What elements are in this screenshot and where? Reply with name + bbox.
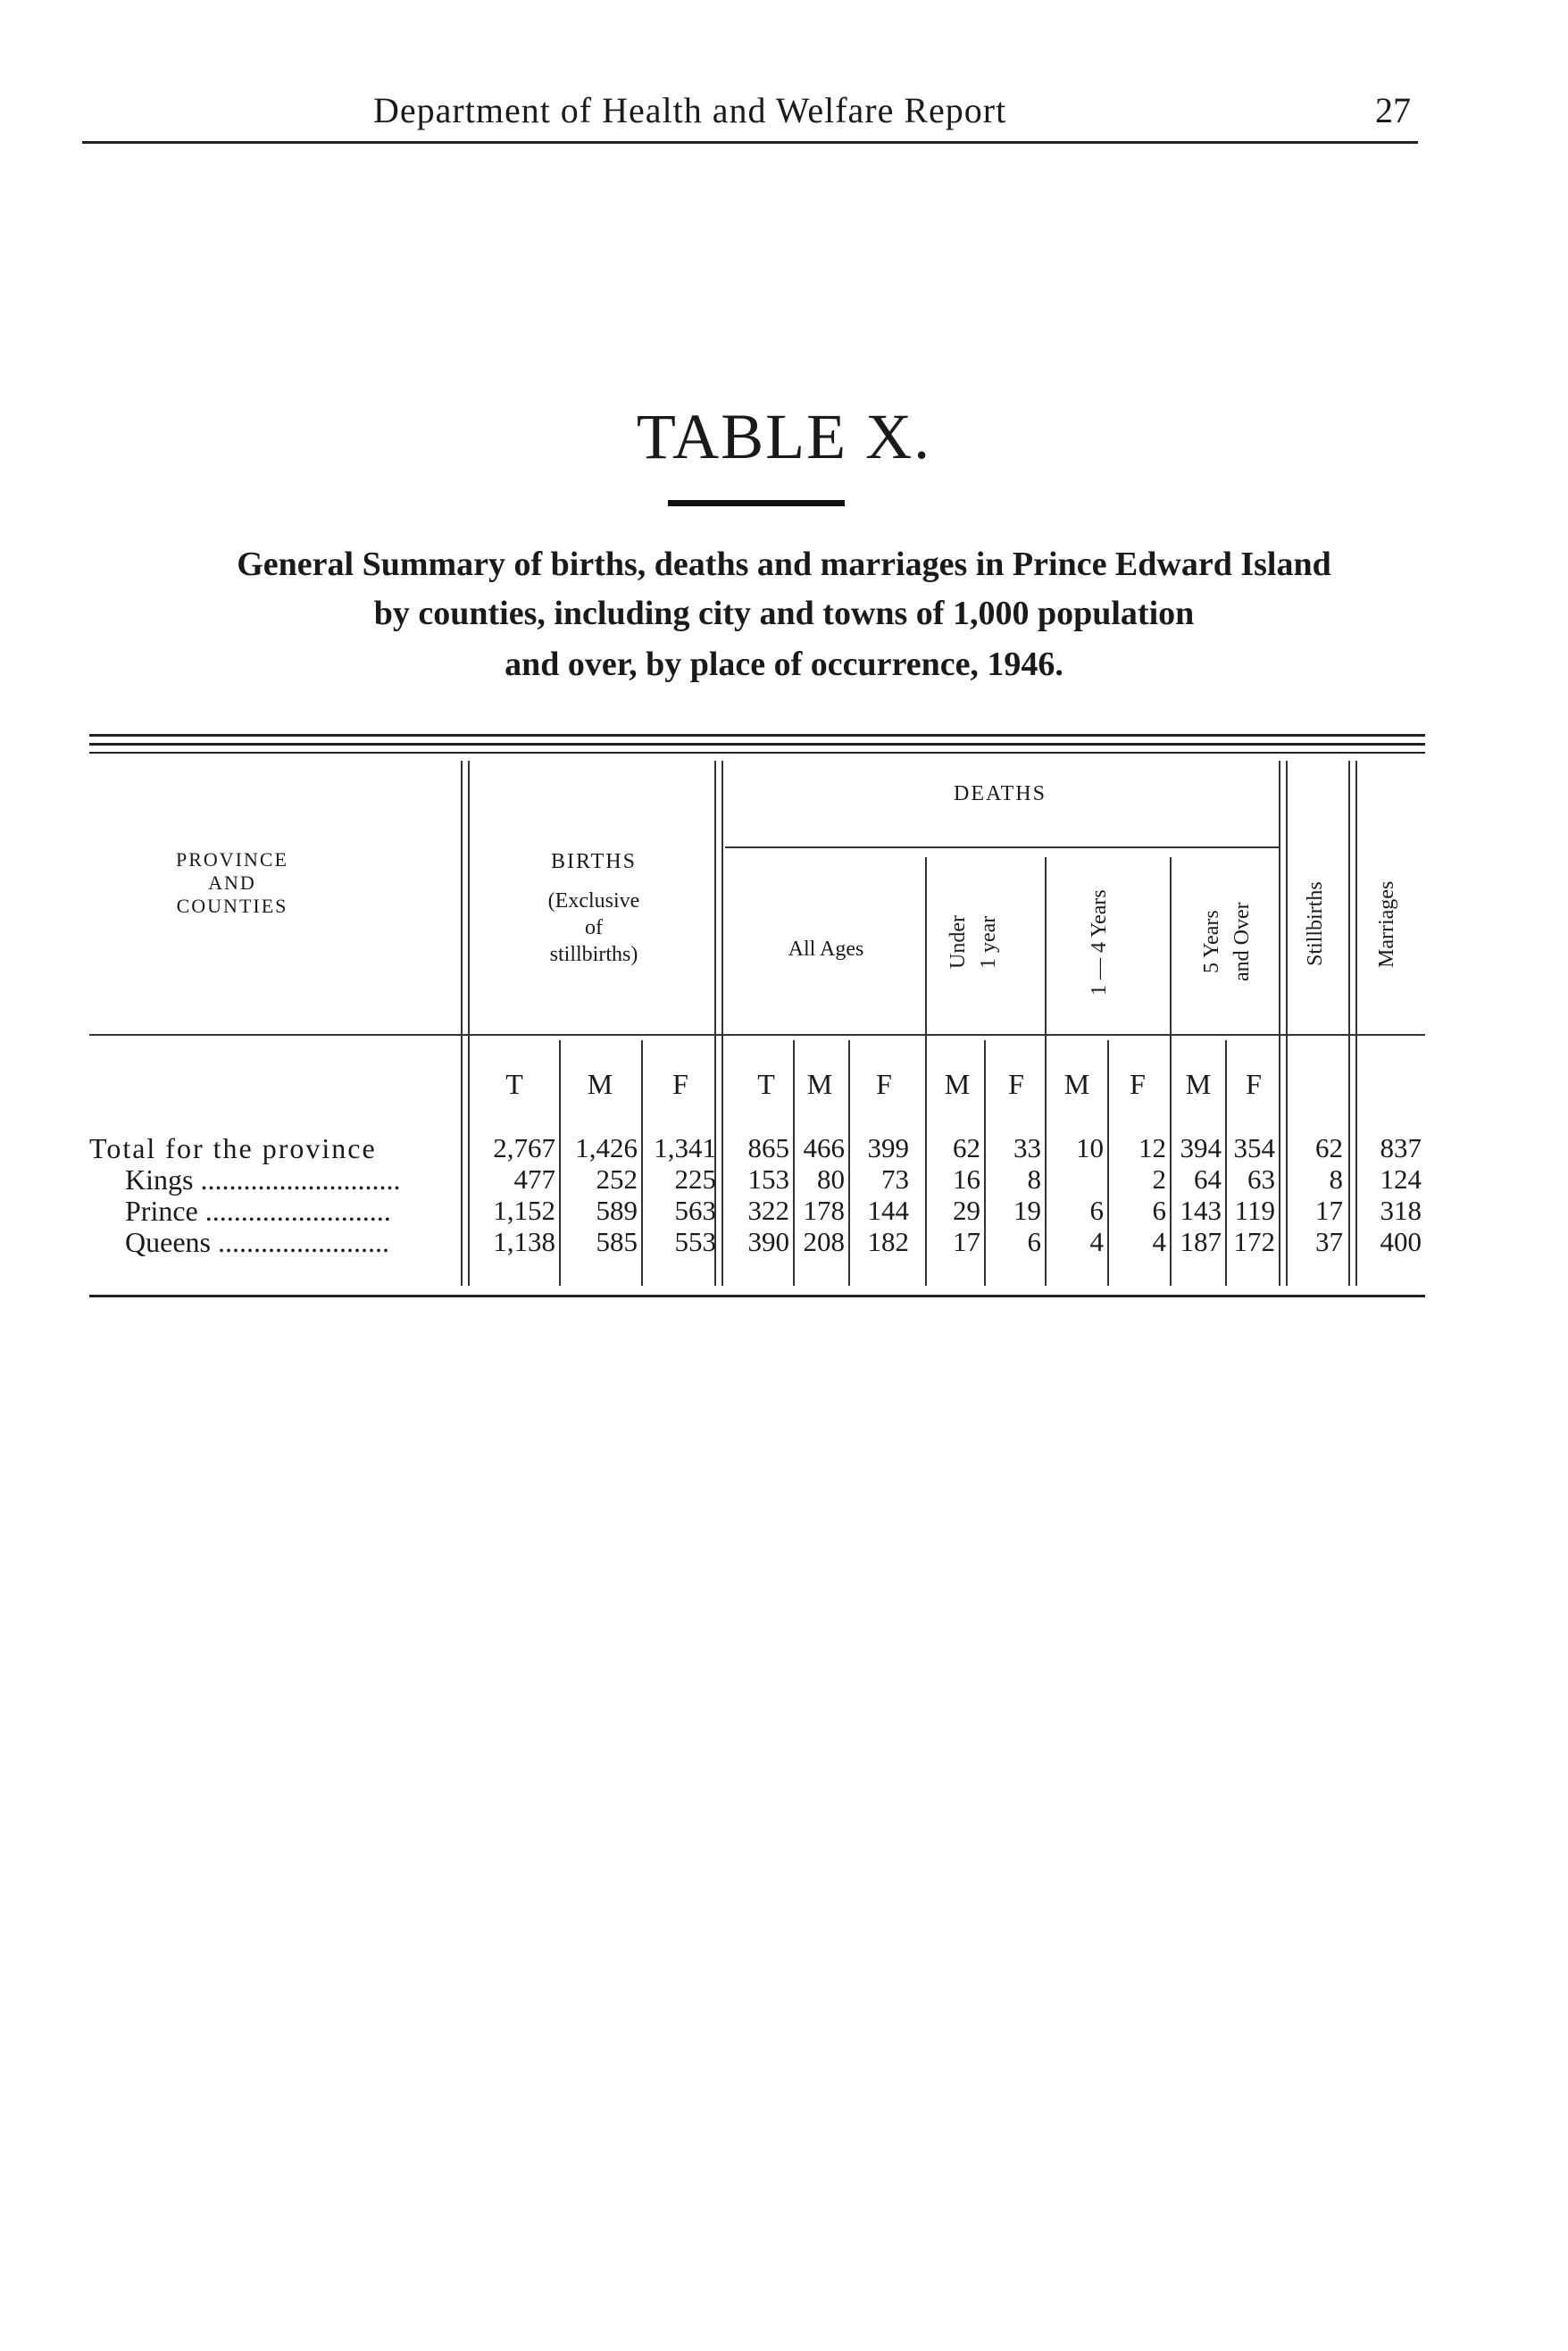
- table-bottom-rule: [89, 1295, 1425, 1297]
- cell-queens-births-f: 553: [674, 1226, 716, 1257]
- cell-total-under1-m: 62: [953, 1132, 980, 1163]
- five-years-and-over-header: 5 Years and Over: [1200, 902, 1254, 982]
- cell-queens-stillbirths: 37: [1315, 1226, 1343, 1257]
- cell-prince-5over-f: 119: [1234, 1195, 1275, 1226]
- cell-total-stillbirths: 62: [1315, 1132, 1343, 1163]
- cell-queens-deaths-f: 182: [867, 1226, 909, 1257]
- cell-kings-5over-f: 63: [1247, 1163, 1275, 1195]
- cell-prince-under1-m: 29: [953, 1195, 980, 1226]
- province-header: PROVINCE AND COUNTIES: [175, 848, 288, 917]
- cell-total-births-t: 2,767: [493, 1132, 555, 1163]
- births-header: BIRTHS (Exclusive of stillbirths): [547, 850, 640, 966]
- row-label-kings: Kings ............................: [125, 1163, 401, 1196]
- cell-queens-1to4-m: 4: [1089, 1226, 1104, 1257]
- col-head-births-f: F: [672, 1068, 688, 1100]
- stillbirths-header: Stillbirths: [1304, 881, 1327, 967]
- deaths-header: DEATHS: [953, 782, 1047, 805]
- cell-total-births-f: 1,341: [654, 1132, 716, 1163]
- cell-kings-under1-f: 8: [1027, 1163, 1041, 1195]
- cell-prince-1to4-m: 6: [1089, 1195, 1104, 1226]
- table-title: TABLE X.: [636, 401, 932, 472]
- col-head-1to4-f: F: [1130, 1068, 1146, 1100]
- cell-total-births-m: 1,426: [575, 1132, 638, 1163]
- cell-kings-deaths-m: 80: [817, 1163, 845, 1195]
- cell-kings-1to4-f: 2: [1152, 1163, 1166, 1195]
- cell-kings-under1-m: 16: [953, 1163, 980, 1195]
- cell-total-marriages: 837: [1380, 1132, 1422, 1163]
- cell-prince-births-t: 1,152: [493, 1195, 555, 1226]
- cell-queens-births-m: 585: [596, 1226, 638, 1257]
- col-head-deaths-m: M: [806, 1068, 833, 1100]
- col-head-births-m: M: [587, 1068, 613, 1100]
- cell-queens-marriages: 400: [1380, 1226, 1422, 1257]
- cell-total-1to4-m: 10: [1076, 1132, 1104, 1163]
- cell-total-deaths-m: 466: [803, 1132, 845, 1163]
- cell-queens-under1-m: 17: [953, 1226, 980, 1257]
- cell-prince-under1-f: 19: [1013, 1195, 1041, 1226]
- col-head-under1-f: F: [1008, 1068, 1024, 1100]
- cell-queens-5over-m: 187: [1180, 1226, 1222, 1257]
- col-head-1to4-m: M: [1063, 1068, 1090, 1100]
- cell-total-5over-m: 394: [1180, 1132, 1222, 1163]
- cell-kings-5over-m: 64: [1194, 1163, 1222, 1195]
- cell-prince-births-m: 589: [596, 1195, 638, 1226]
- caption-line-2: by counties, including city and towns of 1,000 population: [373, 595, 1195, 632]
- cell-kings-deaths-f: 73: [881, 1163, 909, 1195]
- row-label-prince: Prince ..........................: [125, 1195, 391, 1227]
- col-head-under1-m: M: [944, 1068, 971, 1100]
- running-head: [82, 86, 1418, 144]
- cell-total-deaths-f: 399: [867, 1132, 909, 1163]
- cell-kings-marriages: 124: [1380, 1163, 1422, 1195]
- cell-queens-under1-f: 6: [1027, 1226, 1041, 1257]
- cell-total-under1-f: 33: [1013, 1132, 1041, 1163]
- cell-prince-deaths-f: 144: [867, 1195, 909, 1226]
- cell-kings-deaths-t: 153: [747, 1163, 789, 1195]
- marriages-header: Marriages: [1375, 880, 1398, 968]
- cell-prince-stillbirths: 17: [1315, 1195, 1343, 1226]
- cell-prince-deaths-t: 322: [747, 1195, 789, 1226]
- col-head-births-t: T: [505, 1068, 523, 1100]
- cell-prince-5over-m: 143: [1180, 1195, 1222, 1226]
- row-label-total: Total for the province: [89, 1132, 377, 1164]
- cell-kings-births-m: 252: [596, 1163, 638, 1195]
- cell-kings-births-t: 477: [513, 1163, 555, 1195]
- caption-line-1: General Summary of births, deaths and marriages in Prince Edward Island: [237, 546, 1331, 583]
- cell-kings-births-f: 225: [674, 1163, 716, 1195]
- cell-prince-marriages: 318: [1380, 1195, 1422, 1226]
- running-title: Department of Health and Welfare Report: [373, 90, 1007, 130]
- page-number: 27: [1375, 90, 1411, 130]
- col-head-5over-f: F: [1246, 1068, 1262, 1100]
- cell-queens-births-t: 1,138: [493, 1226, 555, 1257]
- title-rule: [668, 500, 845, 506]
- cell-kings-stillbirths: 8: [1329, 1163, 1343, 1195]
- cell-prince-deaths-m: 178: [803, 1195, 845, 1226]
- cell-prince-births-f: 563: [674, 1195, 716, 1226]
- col-head-deaths-f: F: [876, 1068, 892, 1100]
- row-label-queens: Queens ........................: [125, 1226, 389, 1258]
- table-top-rule: [89, 752, 1425, 754]
- all-ages-header: All Ages: [788, 938, 864, 961]
- cell-prince-1to4-f: 6: [1152, 1195, 1166, 1226]
- cell-total-1to4-f: 12: [1138, 1132, 1166, 1163]
- table-top-rule: [89, 734, 1425, 737]
- cell-queens-deaths-m: 208: [803, 1226, 845, 1257]
- col-head-5over-m: M: [1185, 1068, 1212, 1100]
- caption-line-3: and over, by place of occurrence, 1946.: [505, 646, 1063, 683]
- cell-queens-5over-f: 172: [1233, 1226, 1275, 1257]
- cell-total-deaths-t: 865: [747, 1132, 789, 1163]
- cell-queens-1to4-f: 4: [1152, 1226, 1166, 1257]
- cell-queens-deaths-t: 390: [747, 1226, 789, 1257]
- one-to-four-years-header: 1 — 4 Years: [1088, 889, 1111, 996]
- col-head-deaths-t: T: [757, 1068, 775, 1100]
- cell-total-5over-f: 354: [1233, 1132, 1275, 1163]
- table-top-rule: [89, 743, 1425, 746]
- under-1-year-header: Under 1 year: [947, 915, 1000, 969]
